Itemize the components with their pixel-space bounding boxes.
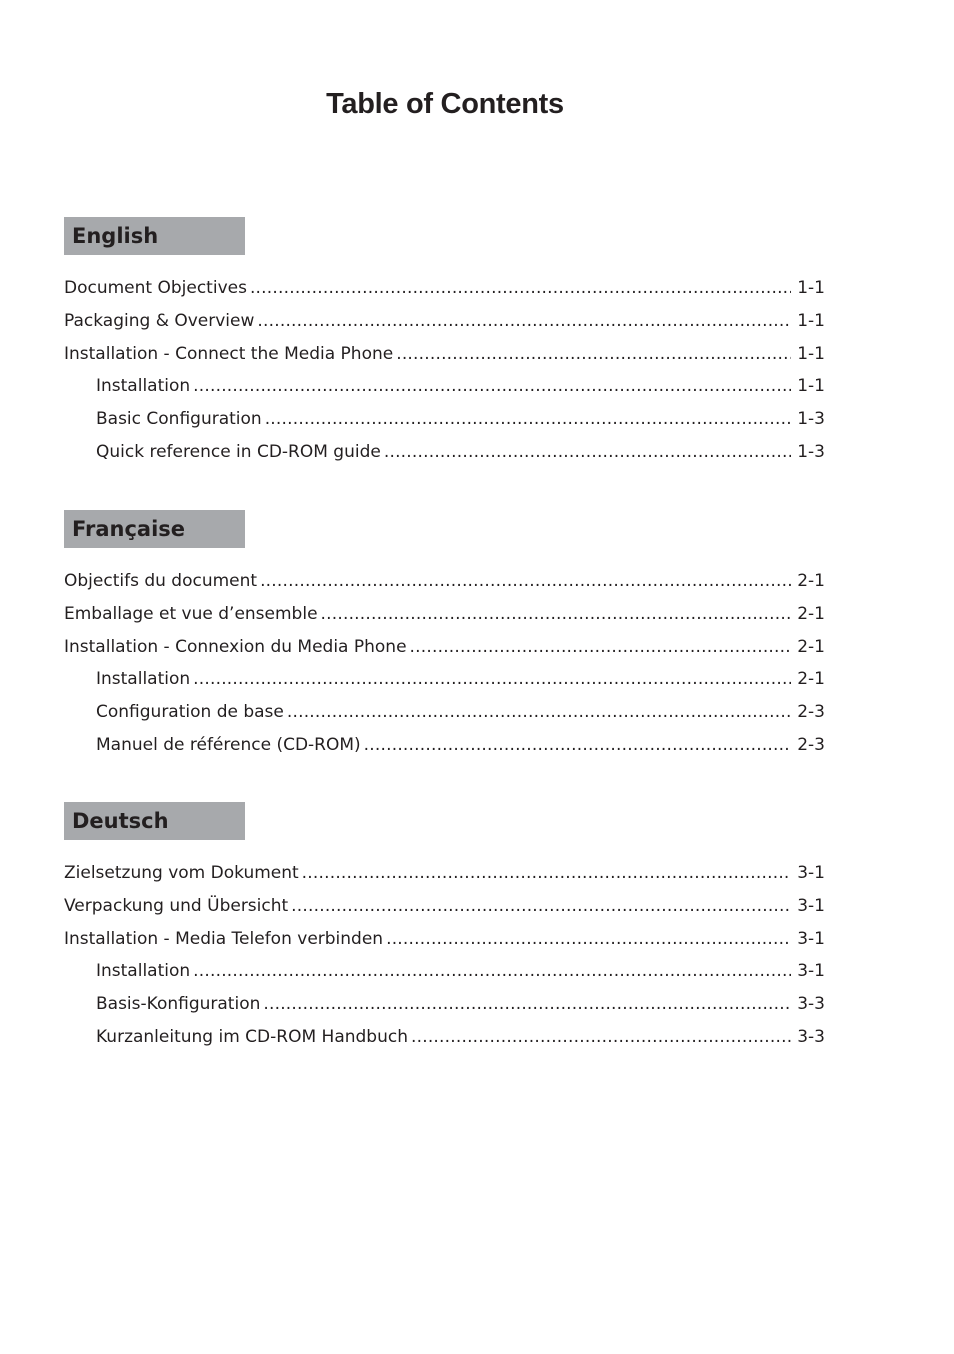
toc-entry-page: 2-3 <box>797 702 825 723</box>
toc-entry-page: 3-3 <box>797 1026 825 1047</box>
toc-entry-page: 2-1 <box>797 603 825 624</box>
dot-leader <box>321 598 792 631</box>
toc-entry-page: 2-1 <box>797 636 825 657</box>
section-heading: Française <box>64 510 245 548</box>
toc-entry-label: Basis-Konfiguration <box>96 994 261 1015</box>
toc-entry-page: 3-1 <box>797 961 825 982</box>
toc-entry-label: Installation <box>96 376 191 397</box>
toc-entry-page: 3-1 <box>797 863 825 883</box>
toc-entry-label: Quick reference in CD-ROM guide <box>96 441 381 462</box>
dot-leader <box>364 729 792 762</box>
toc-subentry[interactable] <box>64 370 825 403</box>
toc-entry-label: Basic Configuration <box>96 409 262 430</box>
dot-leader <box>250 272 791 305</box>
toc-entry-page: 2-3 <box>797 734 825 755</box>
toc-section-francaise <box>64 510 825 762</box>
toc-entry-page: 3-1 <box>797 895 825 916</box>
dot-leader <box>265 403 792 436</box>
toc-entry-page: 3-3 <box>797 994 825 1015</box>
dot-leader <box>193 955 791 988</box>
toc-entry[interactable] <box>64 565 825 598</box>
dot-leader <box>411 1021 791 1054</box>
toc-entry-label: Objectifs du document <box>64 571 258 591</box>
toc-entry-page: 2-1 <box>797 571 825 591</box>
toc-entry[interactable] <box>64 338 825 371</box>
toc-entry-page: 1-1 <box>797 376 825 397</box>
toc-entry-label: Emballage et vue d’ensemble <box>64 603 318 624</box>
toc-entry-page: 2-1 <box>797 669 825 690</box>
toc-subentry[interactable] <box>64 955 825 988</box>
dot-leader <box>263 988 791 1021</box>
toc-entry-page: 3-1 <box>797 928 825 949</box>
toc-entry-page: 1-1 <box>797 310 825 331</box>
toc-entry-label: Installation <box>96 961 191 982</box>
toc-entry[interactable] <box>64 598 825 631</box>
dot-leader <box>287 696 791 729</box>
toc-entry[interactable] <box>64 857 825 890</box>
dot-leader <box>396 338 791 371</box>
toc-entry-page: 1-1 <box>797 278 825 298</box>
dot-leader <box>260 565 791 598</box>
page-title: Table of Contents <box>326 88 564 120</box>
toc-entry-label: Configuration de base <box>96 702 284 723</box>
toc-entry-label: Packaging & Overview <box>64 310 255 331</box>
toc-subentry[interactable] <box>64 663 825 696</box>
dot-leader <box>384 436 791 469</box>
section-heading: English <box>64 217 245 255</box>
dot-leader <box>410 631 792 664</box>
toc-entry-label: Document Objectives <box>64 278 247 298</box>
dot-leader <box>193 663 791 696</box>
toc-entry-label: Installation - Connect the Media Phone <box>64 343 394 364</box>
toc-entry[interactable] <box>64 923 825 956</box>
section-heading: Deutsch <box>64 802 245 840</box>
dot-leader <box>302 857 792 890</box>
toc-entry-page: 1-3 <box>797 441 825 462</box>
toc-entry-label: Installation - Media Telefon verbinden <box>64 928 384 949</box>
toc-subentry[interactable] <box>64 436 825 469</box>
toc-entry[interactable] <box>64 631 825 664</box>
toc-subentry[interactable] <box>64 403 825 436</box>
toc-entry-page: 1-3 <box>797 409 825 430</box>
toc-subentry[interactable] <box>64 988 825 1021</box>
dot-leader <box>193 370 791 403</box>
toc-entry[interactable] <box>64 890 825 923</box>
toc-section-deutsch <box>64 802 825 1054</box>
dot-leader <box>257 305 791 338</box>
toc-subentry[interactable] <box>64 1021 825 1054</box>
toc-subentry[interactable] <box>64 729 825 762</box>
toc-entry[interactable] <box>64 272 825 305</box>
dot-leader <box>291 890 791 923</box>
toc-entry-label: Zielsetzung vom Dokument <box>64 863 299 883</box>
toc-subentry[interactable] <box>64 696 825 729</box>
toc-entry[interactable] <box>64 305 825 338</box>
toc-entry-label: Installation - Connexion du Media Phone <box>64 636 407 657</box>
toc-entry-label: Verpackung und Übersicht <box>64 895 289 916</box>
toc-entry-label: Kurzanleitung im CD-ROM Handbuch <box>96 1026 408 1047</box>
toc-entry-page: 1-1 <box>797 343 825 364</box>
toc-entry-label: Installation <box>96 669 191 690</box>
toc-section-english <box>64 217 825 469</box>
dot-leader <box>386 923 791 956</box>
toc-entry-label: Manuel de référence (CD-ROM) <box>96 734 361 755</box>
